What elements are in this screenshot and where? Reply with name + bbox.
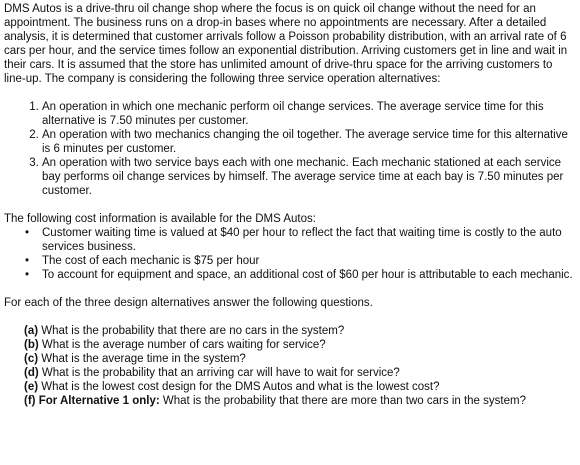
questions-list	[4, 324, 576, 408]
question-item	[24, 324, 576, 338]
question-text: What is the probability that there are no cars in the system?	[41, 325, 345, 337]
question-label: (c)	[24, 353, 39, 365]
alternative-item: 3. An operation with two service bays each with one mechanic. Each mechanic stationed at each service bay performs oil change services by himself. The average service time at each bay is 7.50 minutes per customer.	[42, 156, 576, 198]
cost-item	[25, 226, 576, 254]
cost-intro: The following cost information is available for the DMS Autos:	[4, 213, 316, 225]
cost-item	[25, 268, 576, 282]
cost-item	[25, 254, 576, 268]
questions-intro: For each of the three design alternatives answer the following questions.	[4, 297, 373, 309]
alternative-item: 2. An operation with two mechanics changing the oil together. The average service time for this alternative is 6 minutes per customer.	[42, 128, 576, 156]
question-bold-prefix: For Alternative 1 only:	[38, 395, 160, 407]
alternative-item: 1. An operation in which one mechanic perform oil change services. The average service time for this alternative is 7.50 minutes per customer.	[42, 100, 576, 128]
question-text: What is the probability that there are more than two cars in the system?	[162, 395, 526, 407]
question-item	[24, 366, 576, 380]
cost-item-text: The cost of each mechanic is $75 per hour	[42, 255, 260, 267]
question-text: What is the average number of cars waiting for service?	[41, 339, 326, 351]
question-label: (a)	[24, 325, 39, 337]
bullet-icon: •	[25, 227, 30, 239]
cost-item-text: Customer waiting time is valued at $40 per hour to reflect the fact that waiting time is costly to the auto services business.	[42, 227, 562, 253]
cost-list	[4, 226, 576, 282]
question-item	[24, 352, 576, 366]
alternatives-list	[4, 100, 576, 198]
question-label: (d)	[24, 367, 39, 379]
question-label: (f)	[24, 395, 36, 407]
intro-paragraph: DMS Autos is a drive-thru oil change shop where the focus is on quick oil change without the need for an appointment. The business runs on a drop-in bases where no appointments are necessary. After a detailed analysis, it is determined that customer arrivals follow a Poisson probability distribution, with an arrival rate of 6 cars per hour, and the service times follow an exponential distribution. Arriving customers get in line and wait in their cars. It is assumed that the store has unlimited amount of drive-thru space for the arriving customers to line-up. The company is considering the following three service operation alternatives:	[4, 3, 568, 85]
bullet-icon: •	[25, 269, 30, 281]
cost-item-text: To account for equipment and space, an additional cost of $60 per hour is attributable to each mechanic.	[42, 269, 573, 281]
bullet-icon: •	[25, 255, 30, 267]
question-label: (b)	[24, 339, 39, 351]
question-item	[24, 394, 576, 408]
question-text: What is the probability that an arriving car will have to wait for service?	[41, 367, 400, 379]
question-item	[24, 338, 576, 352]
question-item	[24, 380, 576, 394]
question-label: (e)	[24, 381, 39, 393]
question-text: What is the lowest cost design for the DMS Autos and what is the lowest cost?	[41, 381, 440, 393]
question-text: What is the average time in the system?	[41, 353, 246, 365]
